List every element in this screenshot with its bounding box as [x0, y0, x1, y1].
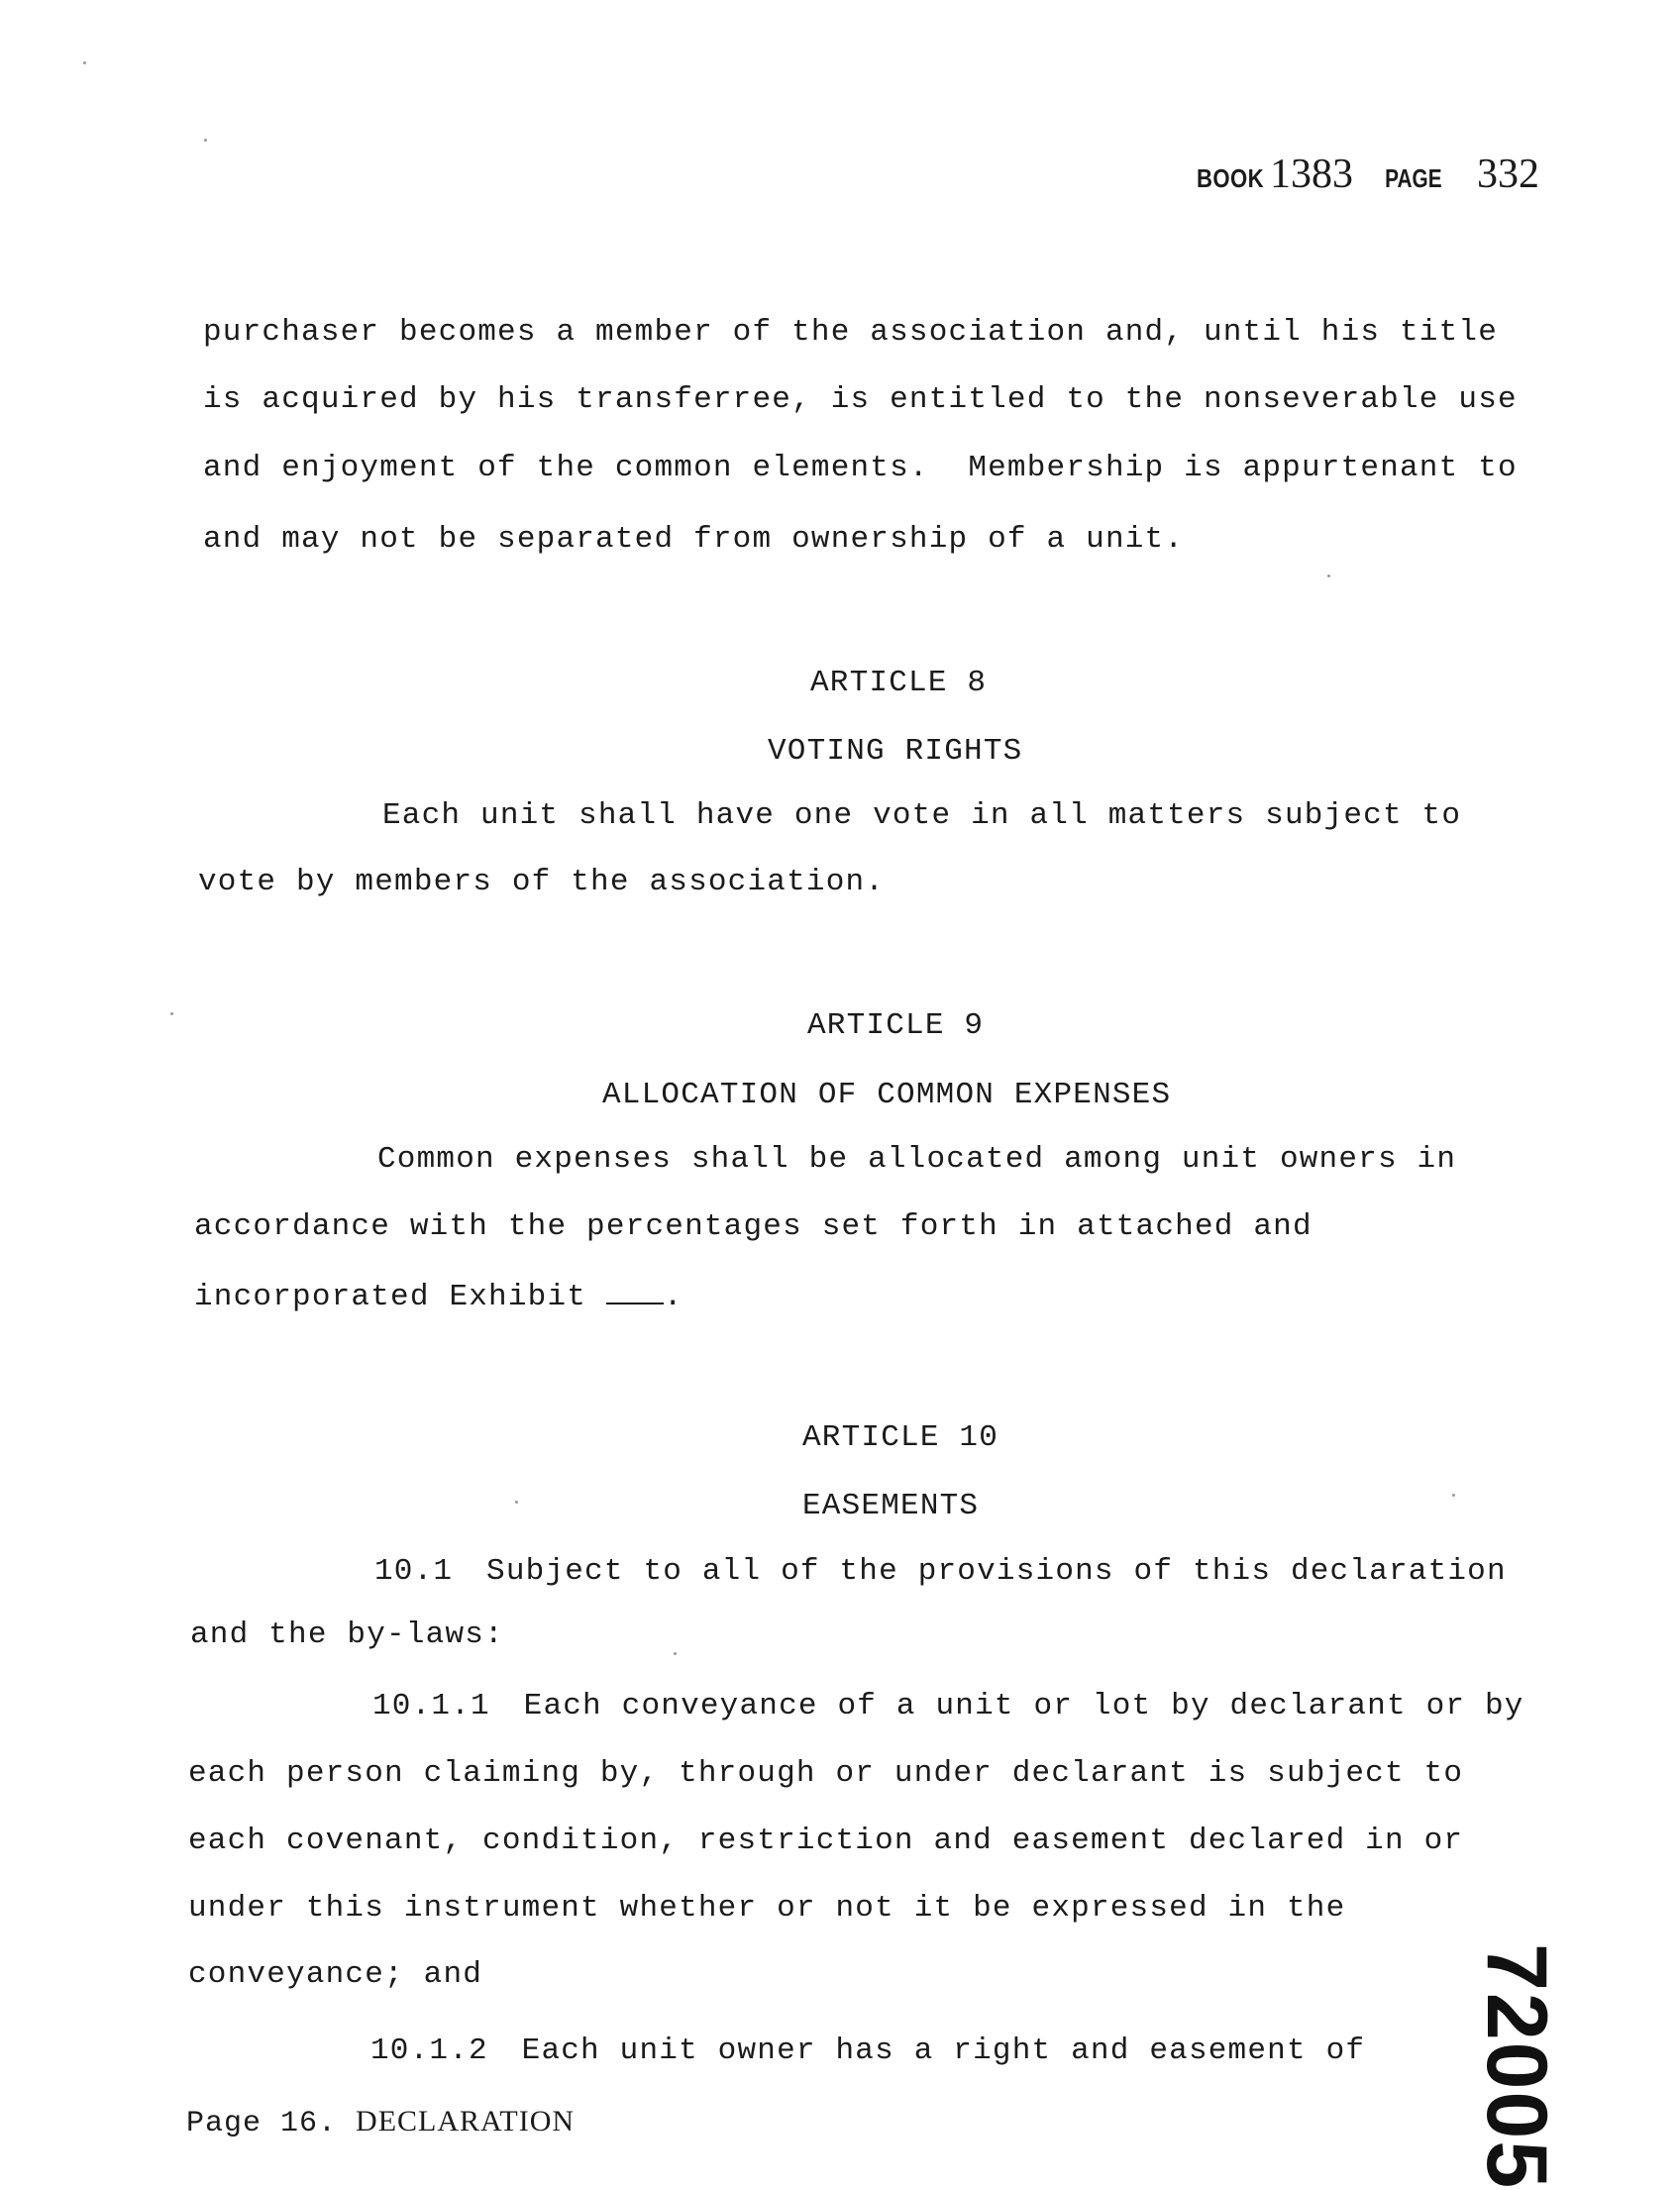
- book-label: BOOK: [1197, 163, 1264, 193]
- section-10-1-1: [372, 1689, 1524, 1723]
- text-line: Each conveyance of a unit or lot by declarant or by: [523, 1689, 1524, 1723]
- blank-end: .: [663, 1280, 683, 1314]
- scan-speck: [1327, 574, 1330, 577]
- page-footer: [186, 2105, 575, 2140]
- text-line: vote by members of the association.: [198, 865, 886, 899]
- footer-page-ref: Page 16.: [186, 2107, 338, 2140]
- text-line: each covenant, condition, restriction and easement declared in or: [188, 1824, 1464, 1858]
- text-line: incorporated Exhibit: [194, 1280, 587, 1314]
- text-line: Subject to all of the provisions of this declaration: [486, 1554, 1507, 1589]
- exhibit-blank: [606, 1277, 664, 1304]
- text-line: and the by-laws:: [190, 1617, 504, 1652]
- footer-doc-name: DECLARATION: [356, 2105, 576, 2138]
- scan-speck: [170, 1012, 173, 1015]
- article-number: ARTICLE 9: [807, 1008, 985, 1043]
- text-line: each person claiming by, through or under declarant is subject to: [188, 1756, 1464, 1791]
- article-title: VOTING RIGHTS: [768, 734, 1023, 769]
- text-line: accordance with the percentages set forth in attached and: [194, 1209, 1312, 1244]
- text-line: and enjoyment of the common elements. Membership is appurtenant to: [203, 451, 1518, 485]
- text-line: Each unit owner has a right and easement of: [521, 2034, 1366, 2068]
- section-10-1-2: [370, 2034, 1365, 2068]
- text-line: Common expenses shall be allocated among unit owners in: [377, 1142, 1457, 1177]
- book-number: 1383: [1270, 152, 1353, 197]
- page-label: PAGE: [1384, 163, 1442, 193]
- book-page-header: [1191, 151, 1539, 198]
- section-number: 10.1: [374, 1554, 454, 1589]
- scan-speck: [1452, 1494, 1455, 1497]
- text-line: Each unit shall have one vote in all matters subject to: [382, 798, 1462, 833]
- text-line: purchaser becomes a member of the association and, until his title: [203, 315, 1498, 350]
- article-title: ALLOCATION OF COMMON EXPENSES: [602, 1078, 1172, 1112]
- section-number: 10.1.1: [372, 1689, 490, 1723]
- text-line: and may not be separated from ownership of a unit.: [203, 522, 1185, 557]
- article-title: EASEMENTS: [802, 1489, 980, 1523]
- scan-speck: [83, 61, 86, 64]
- page-number: 332: [1476, 152, 1539, 197]
- section-number: 10.1.2: [370, 2034, 488, 2068]
- scan-speck: [674, 1652, 677, 1655]
- text-line: is acquired by his transferree, is entitled to the nonseverable use: [203, 382, 1518, 417]
- text-line: conveyance; and: [188, 1957, 483, 1992]
- exhibit-line: [194, 1277, 683, 1314]
- article-number: ARTICLE 8: [810, 666, 988, 700]
- scan-speck: [204, 139, 207, 142]
- article-number: ARTICLE 10: [802, 1420, 999, 1455]
- section-10-1: [374, 1554, 1507, 1589]
- text-line: under this instrument whether or not it be expressed in the: [188, 1891, 1346, 1926]
- recording-stamp-number: 72005: [1469, 1943, 1564, 2190]
- scan-speck: [515, 1501, 518, 1504]
